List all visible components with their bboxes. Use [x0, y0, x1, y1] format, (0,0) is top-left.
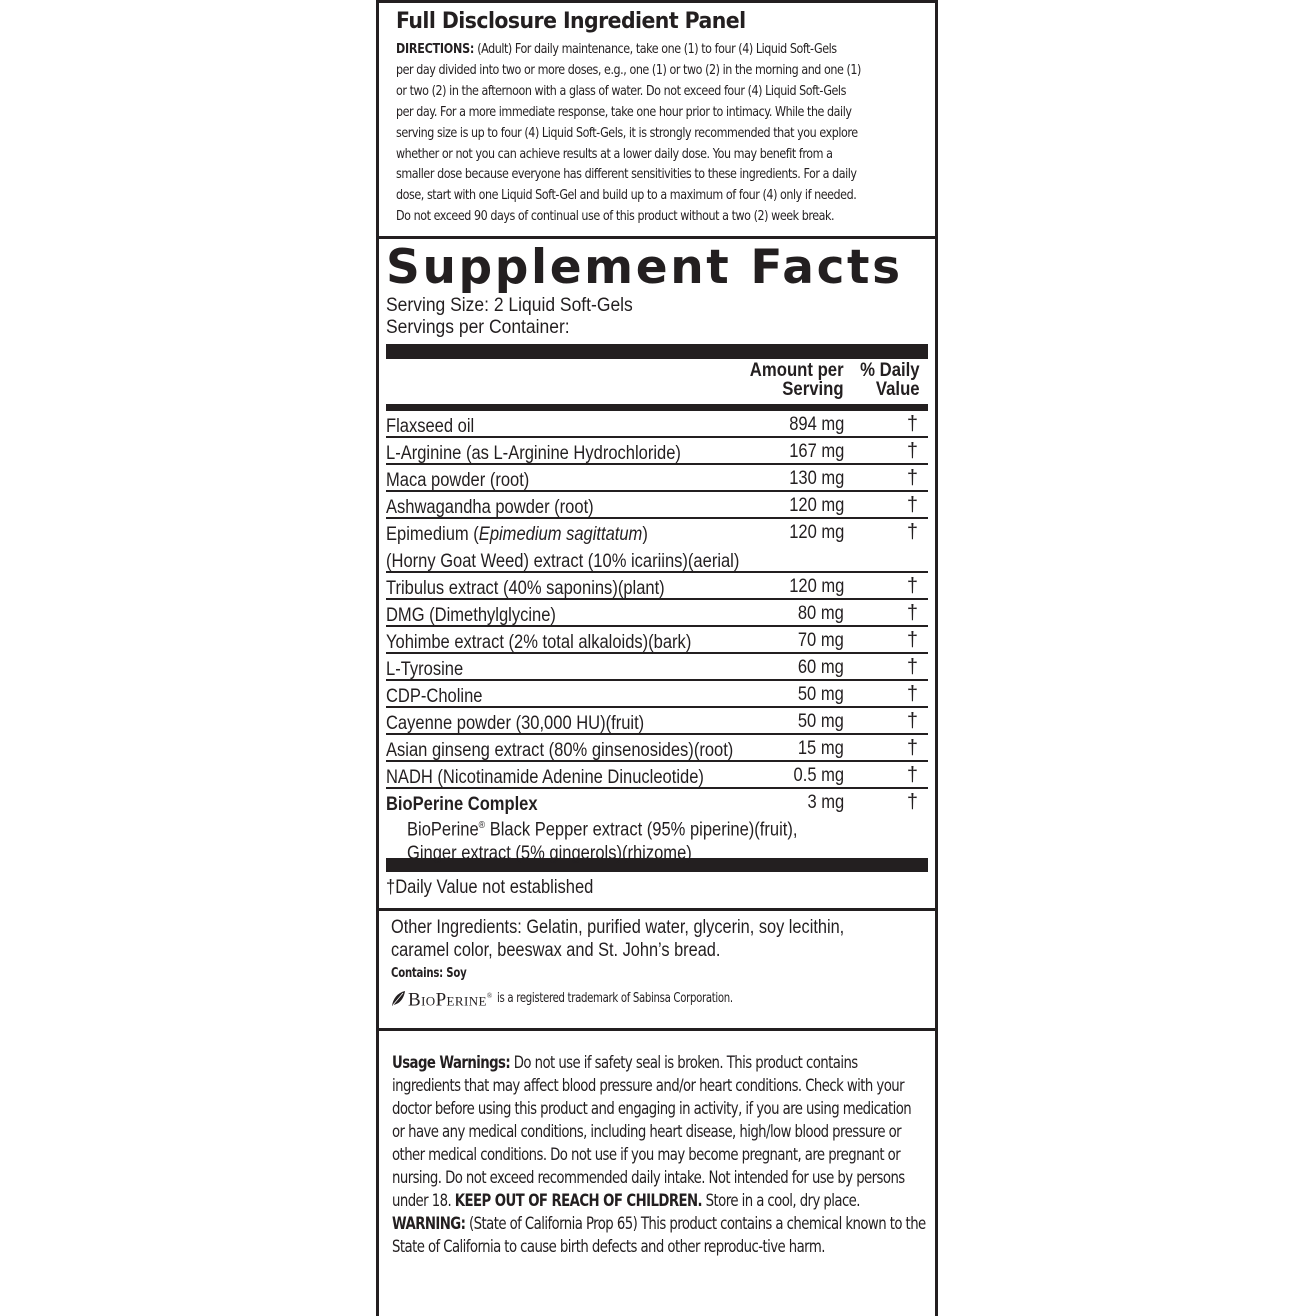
daily-value: †: [906, 656, 918, 678]
table-row: [386, 519, 928, 573]
table-row-bioperine-complex: [386, 789, 928, 865]
medium-rule: [386, 404, 928, 411]
ingredient-name: Maca powder (root): [386, 470, 530, 491]
table-row: [386, 438, 928, 465]
table-row: [386, 735, 928, 762]
daily-value: †: [906, 737, 918, 759]
ingredient-amount: 80 mg: [798, 603, 844, 624]
panel-title: Full Disclosure Ingredient Panel: [396, 9, 746, 34]
directions-section: [379, 3, 935, 237]
ingredient-amount: 15 mg: [798, 738, 844, 759]
directions-text: DIRECTIONS: (Adult) For daily maintenance, take one (1) to four (4) Liquid Soft-Gels per day divided into two or more doses, e.g., one (1) or two (2) in the morning and one (1) or two (2) in the afternoon with a glass of water. Do not exceed four (4) Liquid Soft-Gels per day. For a more immediate response, take one hour prior to intimacy. While the daily serving size is up to four (4) Liquid Soft-Gels, it is strongly recommended that you explore whether or not you can achieve results at a lower daily dose. You may benefit from a smaller dose because everyone has different sensitivities to these ingredients. For a daily dose, start with one Liquid Soft-Gel and build up to a maximum of four (4) only if needed. Do not exceed 90 days of continual use of this product without a two (2) week break.: [396, 41, 861, 225]
daily-value: †: [906, 413, 918, 435]
ingredient-name: DMG (Dimethylglycine): [386, 605, 556, 626]
prop65-label: WARNING:: [392, 1214, 466, 1233]
table-row: [386, 627, 928, 654]
other-ingredients-text: Other Ingredients: Gelatin, purified water, glycerin, soy lecithin, caramel color, beeswax and St. John’s bread.: [391, 917, 845, 961]
daily-value: †: [906, 494, 918, 516]
servings-per-container: Servings per Container:: [386, 317, 570, 338]
table-row: [386, 762, 928, 789]
other-ingredients-section: [379, 911, 935, 1028]
trademark-notice: [391, 986, 923, 1010]
ingredient-name: Ashwagandha powder (root): [386, 497, 594, 518]
ingredient-amount: 167 mg: [788, 441, 844, 462]
ingredient-name: L-Tyrosine: [386, 659, 464, 680]
table-row: [386, 654, 928, 681]
daily-value: †: [906, 467, 918, 489]
ingredient-amount: 60 mg: [798, 657, 844, 678]
ingredient-amount: 120 mg: [788, 576, 844, 597]
ingredient-amount: 50 mg: [798, 711, 844, 732]
table-row: [386, 411, 928, 438]
ingredient-panel: [376, 0, 938, 1316]
ingredient-name: Asian ginseng extract (80% ginsenosides)(root): [386, 740, 734, 761]
ingredient-name: Tribulus extract (40% saponins)(plant): [386, 578, 665, 599]
ingredient-amount: 0.5 mg: [793, 765, 844, 786]
ingredient-name: Epimedium (Epimedium sagittatum) (Horny Goat Weed) extract (10% icariins)(aerial): [386, 524, 740, 572]
supplement-facts-title: Supplement Facts: [386, 240, 903, 295]
ingredient-amount: 70 mg: [798, 630, 844, 651]
column-header: [386, 359, 928, 404]
leaf-icon: [391, 990, 406, 1007]
thick-rule: [386, 344, 928, 359]
daily-value: †: [906, 629, 918, 651]
daily-value: †: [906, 521, 918, 543]
warnings-text: Usage Warnings: Do not use if safety seal is broken. This product contains ingredients that may affect blood pressure and/or heart conditions. Check with your doctor before using this product and engaging in activity, if you are using medication or have any medical conditions, including heart disease, high/low blood pressure or other medical conditions. Do not use if you may become pregnant, are pregnant or nursing. Do not exceed recommended daily intake. Not intended for use by persons under 18. KEEP OUT OF REACH OF CHILDREN. Store in a cool, dry place. WARNING: (State of California Prop 65) This product contains a chemical known to the State of California to cause birth defects and other reproduc-tive harm.: [392, 1053, 926, 1256]
ingredient-amount: 3 mg: [807, 792, 844, 813]
allergen-statement: Contains: Soy: [391, 966, 467, 981]
ingredient-amount: 120 mg: [788, 495, 844, 516]
ingredient-name: L-Arginine (as L-Arginine Hydrochloride): [386, 443, 681, 464]
daily-value-footnote: †Daily Value not established: [386, 877, 594, 898]
supplement-facts-section: [379, 239, 935, 911]
keep-out-of-reach: KEEP OUT OF REACH OF CHILDREN.: [454, 1191, 703, 1210]
table-row: [386, 708, 928, 735]
ingredient-amount: 120 mg: [788, 522, 844, 543]
ingredient-amount: 130 mg: [788, 468, 844, 489]
table-row: [386, 681, 928, 708]
daily-value-column-header: % Daily Value: [860, 360, 920, 400]
ingredient-amount: 894 mg: [788, 414, 844, 435]
ingredient-name: BioPerine Complex: [386, 794, 538, 815]
daily-value: †: [906, 602, 918, 624]
ingredient-name: CDP-Choline: [386, 686, 483, 707]
daily-value: †: [906, 764, 918, 786]
daily-value: †: [906, 440, 918, 462]
serving-size: Serving Size: 2 Liquid Soft-Gels: [386, 295, 633, 316]
usage-warnings-label: Usage Warnings:: [392, 1053, 511, 1072]
warnings-section: [379, 1031, 935, 1316]
table-row: [386, 465, 928, 492]
daily-value: †: [906, 791, 918, 813]
directions-label: DIRECTIONS:: [396, 41, 475, 57]
amount-column-header: Amount per Serving: [750, 360, 844, 400]
bioperine-logo: BioPerine®: [408, 989, 493, 1011]
table-row: [386, 573, 928, 600]
ingredient-name: Flaxseed oil: [386, 416, 475, 437]
table-row: [386, 600, 928, 627]
complex-components: BioPerine® Black Pepper extract (95% piperine)(fruit), Ginger extract (5% gingerols)(rhizome): [407, 819, 798, 865]
table-row: [386, 492, 928, 519]
daily-value: †: [906, 710, 918, 732]
ingredient-name: Cayenne powder (30,000 HU)(fruit): [386, 713, 645, 734]
ingredient-amount: 50 mg: [798, 684, 844, 705]
trademark-text: is a registered trademark of Sabinsa Corporation.: [496, 990, 733, 1006]
daily-value: †: [906, 575, 918, 597]
ingredient-name: Yohimbe extract (2% total alkaloids)(bark): [386, 632, 692, 653]
daily-value: †: [906, 683, 918, 705]
ingredient-name: NADH (Nicotinamide Adenine Dinucleotide): [386, 767, 704, 788]
